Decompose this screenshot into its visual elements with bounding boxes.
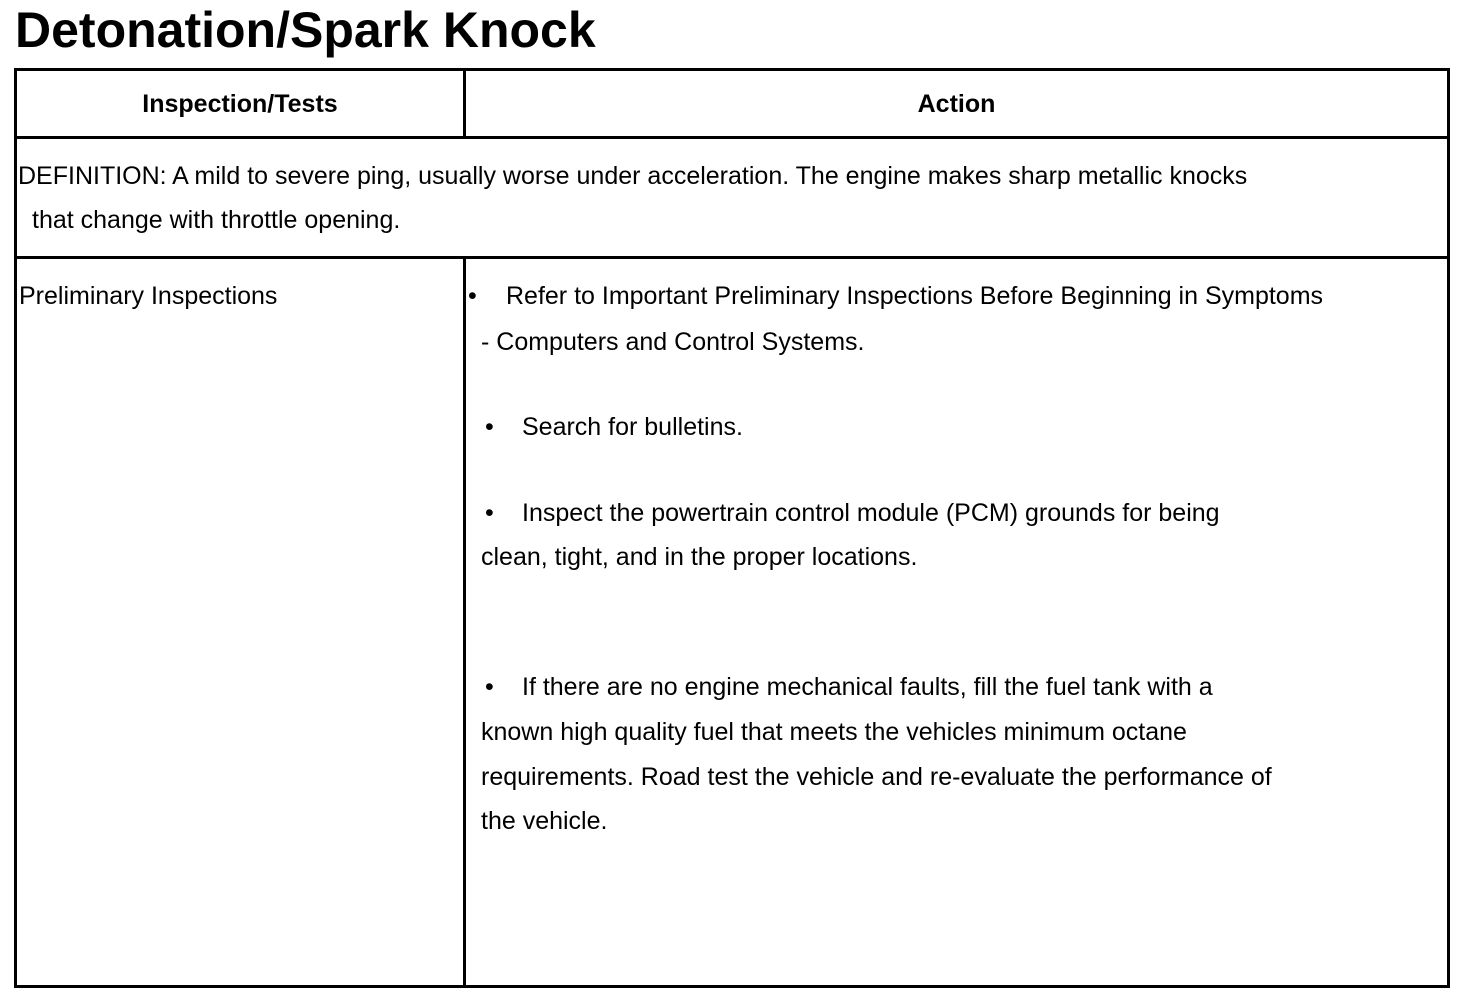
bullet-marker: • xyxy=(485,499,494,527)
inspection-cell: Preliminary Inspections xyxy=(19,282,278,310)
action-line: the vehicle. xyxy=(481,807,608,835)
action-line: Inspect the powertrain control module (PCM) grounds for being xyxy=(522,499,1220,527)
action-line: known high quality fuel that meets the vehicles minimum octane xyxy=(481,718,1187,746)
bullet-marker: • xyxy=(468,282,477,310)
action-line: requirements. Road test the vehicle and re-evaluate the performance of xyxy=(481,763,1272,791)
action-line: clean, tight, and in the proper locations. xyxy=(481,543,918,571)
action-line: Search for bulletins. xyxy=(522,413,743,441)
definition-divider xyxy=(14,256,1450,259)
action-line: - Computers and Control Systems. xyxy=(481,328,865,356)
action-line: If there are no engine mechanical faults, fill the fuel tank with a xyxy=(522,673,1213,701)
header-action: Action xyxy=(917,90,996,118)
definition-line-1: DEFINITION: A mild to severe ping, usually worse under acceleration. The engine makes sharp metallic knocks xyxy=(18,162,1248,190)
header-inspection-tests: Inspection/Tests xyxy=(142,90,338,118)
definition-line-2: that change with throttle opening. xyxy=(32,206,401,234)
bullet-marker: • xyxy=(485,673,494,701)
bullet-marker: • xyxy=(485,413,494,441)
header-divider xyxy=(14,136,1450,139)
action-line: Refer to Important Preliminary Inspections Before Beginning in Symptoms xyxy=(506,282,1324,310)
page-title: Detonation/Spark Knock xyxy=(15,2,596,58)
body-column-divider xyxy=(463,256,466,988)
